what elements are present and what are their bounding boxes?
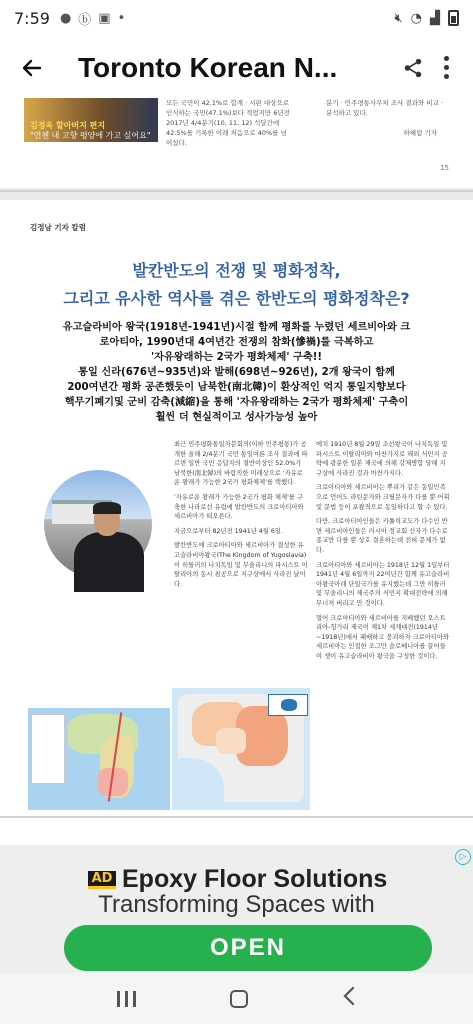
share-icon xyxy=(402,57,424,79)
more-dot-icon xyxy=(444,74,449,79)
talk-icon: ● xyxy=(59,10,72,26)
inset-map xyxy=(268,694,308,716)
status-bar xyxy=(0,0,473,36)
adchoices-icon[interactable]: ▷ xyxy=(455,849,471,865)
column-kicker: 김정남 기자 칼럼 xyxy=(30,223,86,232)
person-hair xyxy=(93,502,121,514)
ad-logo: AD xyxy=(88,871,116,889)
paragraph: 발칸반도에 크로아티아와 세르비아가 결성한 유고슬라비아왕국(The Kingdom of Yugoslavia)이 히틀러의 나치독일 및 무솔리니의 파시스트 이탈리아의 동시 침공으로 지구상에서 사라진 날이다. xyxy=(174,542,308,588)
map-legend xyxy=(31,714,65,784)
page-separator xyxy=(0,190,473,192)
recents-button[interactable] xyxy=(117,991,136,1007)
system-nav-bar xyxy=(0,973,473,1024)
paragraph: 멀어 크로아티아와 세르비아를 지배했던 오스트리아-헝가리 제국이 제1차 세계대전(1914년~1918년)에서 패배하고 붕괴하자 크로아티아와 세르비아는 인접한 조그만 슬로베니아를 끌어들여 셋이 유고슬라비아 왕국을 구성한 것이다. xyxy=(316,614,450,660)
wifi-icon: ◔ xyxy=(410,10,422,26)
back-arrow-icon xyxy=(20,56,44,80)
page-title: Toronto Korean N... xyxy=(78,51,338,83)
page-number: 15 xyxy=(440,164,449,172)
paragraph: 지금으로부터 82년전 1941년 4월 6일. xyxy=(174,527,283,535)
subhead-line: 200여년간 평화 공존했듯이 남북한(南北韓)이 환상적인 억지 통일지향보다 xyxy=(67,382,406,393)
battery-icon xyxy=(448,10,459,26)
headline-line-2: 그리고 유사한 역사를 겪은 한반도의 평화정착은? xyxy=(63,289,410,308)
subhead-line: 통일 신라(676년~935년)와 발해(698년~926년), 2개 왕국이 함께 xyxy=(78,367,395,378)
dot-icon: • xyxy=(117,10,126,26)
back-button[interactable] xyxy=(12,48,52,88)
recents-icon xyxy=(133,991,136,1007)
home-button[interactable] xyxy=(230,990,248,1008)
paragraph: '자유로운 왕래가 가능한 2국가 평화 체제'를 구축한 나라로선 유럽에 발칸반도의 크로아티아와 세르비아가 떠오른다. xyxy=(174,493,304,521)
nav-back-button[interactable] xyxy=(342,986,356,1012)
text-line: 인식하는 국민(47.1%)보다 적었지만 6년전 xyxy=(166,109,290,117)
page15-column xyxy=(166,98,316,148)
subhead-line: '자유왕래하는 2국가 평화체제' 구축!! xyxy=(150,352,323,363)
map-region xyxy=(281,699,297,711)
image-icon: ▣ xyxy=(98,10,111,26)
subhead-line: 로아티아, 1990년대 4여년간 전쟁의 참화(慘禍)를 극복하고 xyxy=(99,337,374,348)
recents-icon xyxy=(125,991,128,1007)
korea-history-map xyxy=(28,708,170,810)
subhead-line: 훨씬 더 현실적이고 성사가능성 높아 xyxy=(155,412,318,423)
status-time: 7:59 xyxy=(14,8,50,28)
article-column-2 xyxy=(316,440,450,666)
paragraph: 크로아티아와 세르비아는 1918년 12월 1일부터 1941년 4월 6일까지 22여년간 함께 유고슬라비아왕국아래 단일국가를 유지했는데 그만 히틀러 및 무솔리니의 제국주의 식민지 확대전략에 의해 무너져 버리고 만 것이다. xyxy=(316,561,450,607)
map-region xyxy=(216,728,246,754)
text-line: 모든 국민이 42.1%로 합계 · 시판 대상으로 xyxy=(166,99,290,107)
ad-banner[interactable] xyxy=(0,845,473,973)
photo-caption-title: 김정욱 할아버지 편지 xyxy=(30,121,106,130)
document-viewer[interactable] xyxy=(0,100,473,845)
text-line: 42.5%를 기록한 이래 처음으로 40%를 넘 xyxy=(166,129,287,137)
author-portrait xyxy=(44,470,152,578)
chevron-left-icon xyxy=(342,986,356,1006)
paragraph: 크로아티아와 세르비아는 뿌리가 같은 동일민족으로 언어도 라틴문자와 크릴문자가 다를 뿐 어휘 및 문법 등이 포괄적으로 동일하다고 할 수 있다. xyxy=(316,484,450,511)
more-dot-icon xyxy=(444,56,449,61)
article-column-1 xyxy=(174,440,308,594)
text-line: 2017년 4/4분기(10, 11, 12) 석달간에 xyxy=(166,119,280,127)
subhead-line: 핵무기폐기및 군비 감축(減縮)을 통해 '자유왕래하는 2국가 평화체제' 구축이 xyxy=(64,397,409,408)
app-bar xyxy=(0,36,473,100)
ad-subline: Transforming Spaces with xyxy=(98,891,375,918)
more-options-button[interactable] xyxy=(431,48,461,88)
subhead-line: 유고슬라비아 왕국(1918년-1941년)시절 함께 평화를 누렸던 세르비아와 크 xyxy=(62,322,411,333)
more-dot-icon xyxy=(444,65,449,70)
page-separator xyxy=(0,816,473,818)
page15-column-right: 분기 · 민주평통사무처 조사 결과와 비교 · 분석하고 있다. xyxy=(326,99,443,117)
paragraph: 최근 민주평화통일자문회의(이하 민주평통)가 공개한 올해 2/4분기 국민 통일여론 조사 결과에 따르면 일반 국민 응답자의 절반이상인 52.0%가 남북한(南北韓)의 바람직한 미래상으로 '자유로운 왕래가 가능한 2국가 평화체제'를 택했다. xyxy=(174,441,308,487)
paragraph: 다만, 크로아티아인들은 카톨릭교도가 다수인 반면 세르비아인들은 러시아 정교회 신자가 다수로 종교만 다를 뿐 상호 결혼하는데 전혀 문제가 없다. xyxy=(316,518,448,554)
headline-line-1: 발칸반도의 전쟁 및 평화정착, xyxy=(132,261,341,280)
ad-open-button[interactable]: OPEN xyxy=(64,925,432,971)
b-icon: ⓑ xyxy=(78,12,92,28)
recents-icon xyxy=(117,991,120,1007)
signal-icon: ▟ xyxy=(430,10,440,26)
page-16 xyxy=(0,200,473,915)
reporter-name: 하혜림 기자 xyxy=(403,129,437,137)
person-body xyxy=(74,532,144,592)
paragraph: 메치 1910년 8월 29일 조선왕국이 나치독일 및 파시스트 이탈리아와 마찬가지로 해외 식민지 공략에 광분한 일본 제국에 의해 강제병합 당해 지구상에 사라진 것과 마찬가지다. xyxy=(316,441,448,477)
text-line: 어섰다. xyxy=(166,139,187,147)
page-15 xyxy=(0,98,473,188)
share-button[interactable] xyxy=(395,48,431,88)
ad-headline: Epoxy Floor Solutions xyxy=(122,865,388,893)
mute-icon: 🔇︎ xyxy=(394,10,403,26)
photo-caption-quote: "언젠 내 고향 평양에 가고 싶어요" xyxy=(30,131,151,140)
